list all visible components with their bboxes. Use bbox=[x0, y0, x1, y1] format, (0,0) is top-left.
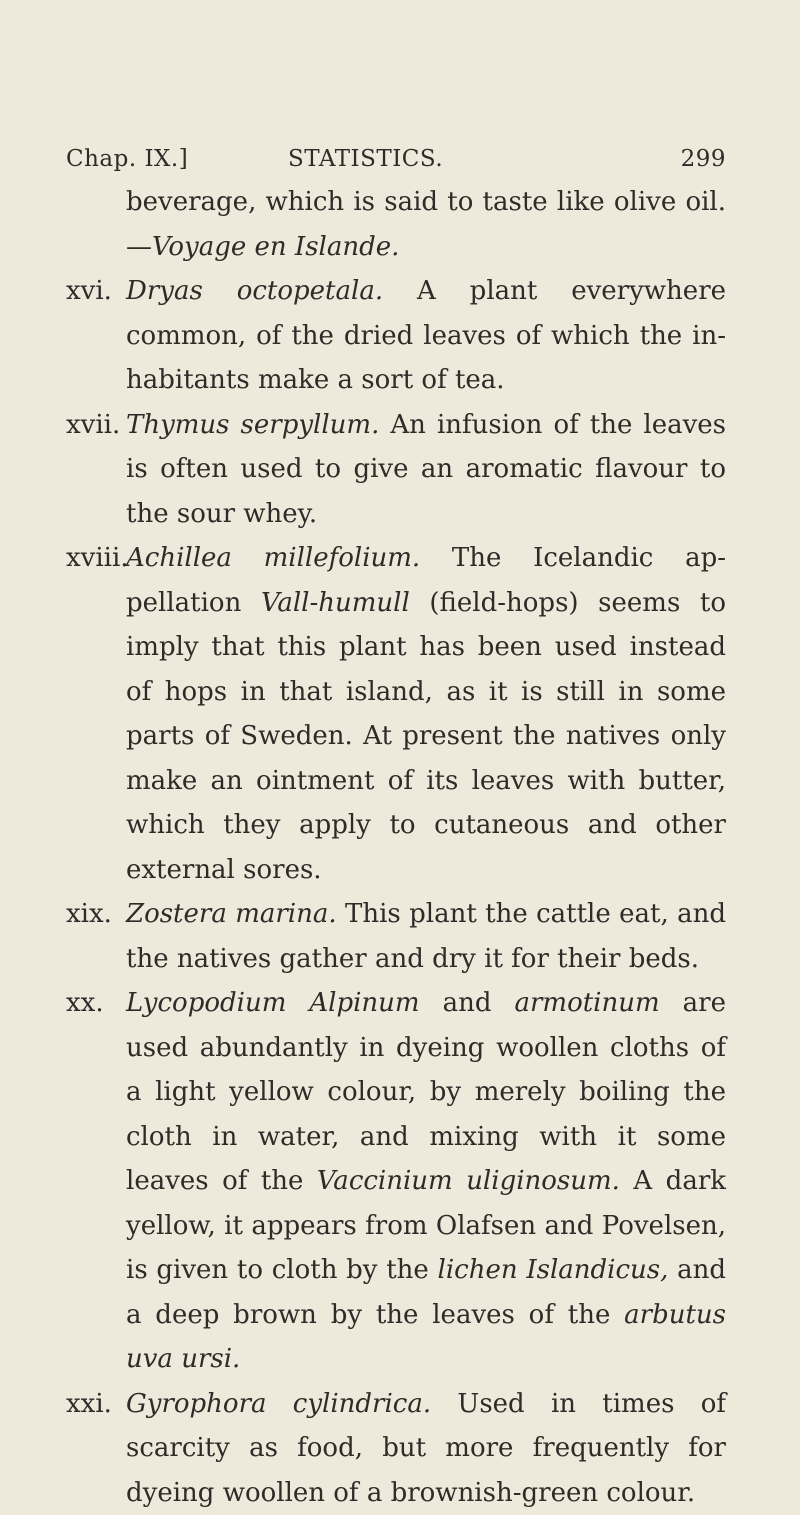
entry-number: xx. bbox=[66, 981, 126, 1026]
entry-number: xix. bbox=[66, 892, 126, 937]
entry-text: A dark yellow, it appears from Olafsen and Povelsen, is given to cloth by the bbox=[126, 1166, 726, 1285]
entry-text: (field-hops) seems to imply that this plant has been used instead of hops in that island, as it is still in some parts of Sweden. At present the natives only make an ointment of its leaves with butter, which they apply to cutaneous and other external sores. bbox=[126, 588, 726, 885]
entry-xviii bbox=[66, 536, 726, 892]
entry-continuation bbox=[66, 180, 726, 269]
page-number: 299 bbox=[681, 146, 726, 172]
species-name: Thymus serpyllum. bbox=[126, 410, 379, 440]
entry-text: and a deep brown by the leaves of the bbox=[126, 1255, 726, 1330]
entry-text: beverage, which is said to taste like olive oil. — bbox=[126, 187, 726, 262]
entry-number: xvi. bbox=[66, 269, 126, 314]
entry-text: are used abundantly in dyeing woollen cloths of a light yellow colour, by merely boiling the cloth in water, and mixing with it some leaves of the bbox=[126, 988, 726, 1196]
entry-xxi bbox=[66, 1382, 726, 1515]
conjunction: and bbox=[443, 988, 492, 1018]
species-name: Lycopodium Alpinum bbox=[126, 988, 420, 1018]
entry-text: Used in times of scarcity as food, but more frequently for dyeing woollen of a brownish-green colour. bbox=[126, 1389, 726, 1508]
entry-xx bbox=[66, 981, 726, 1382]
citation: Voyage en Islande. bbox=[152, 232, 399, 262]
species-name: Zostera marina. bbox=[126, 899, 337, 929]
entry-xix bbox=[66, 892, 726, 981]
entry-xvi bbox=[66, 269, 726, 403]
page-body bbox=[66, 180, 726, 1515]
entry-xvii bbox=[66, 403, 726, 537]
species-name: Gyrophora cylindrica. bbox=[126, 1389, 431, 1419]
entry-text: The Icelandic ap-pellation bbox=[126, 543, 726, 618]
entry-text: This plant the cattle eat, and the natives gather and dry it for their beds. bbox=[126, 899, 726, 974]
icelandic-term: Vall-humull bbox=[261, 588, 410, 618]
species-name: lichen Islandicus, bbox=[438, 1255, 669, 1285]
species-name: Dryas octopetala. bbox=[126, 276, 383, 306]
species-name: Vaccinium uliginosum. bbox=[317, 1166, 620, 1196]
species-name: armotinum bbox=[515, 988, 660, 1018]
section-title: STATISTICS. bbox=[288, 146, 443, 172]
species-name: arbutus uva ursi. bbox=[126, 1300, 726, 1375]
entry-number: xviii. bbox=[66, 536, 126, 581]
entry-text: A plant everywhere common, of the dried leaves of which the in-habitants make a sort of tea. bbox=[126, 276, 726, 395]
chapter-label: Chap. IX.] bbox=[66, 146, 188, 172]
species-name: Achillea millefolium. bbox=[126, 543, 420, 573]
entry-number: xxi. bbox=[66, 1382, 126, 1427]
entry-text: An infusion of the leaves is often used to give an aromatic flavour to the sour whey. bbox=[126, 410, 726, 529]
entry-number: xvii. bbox=[66, 403, 126, 448]
